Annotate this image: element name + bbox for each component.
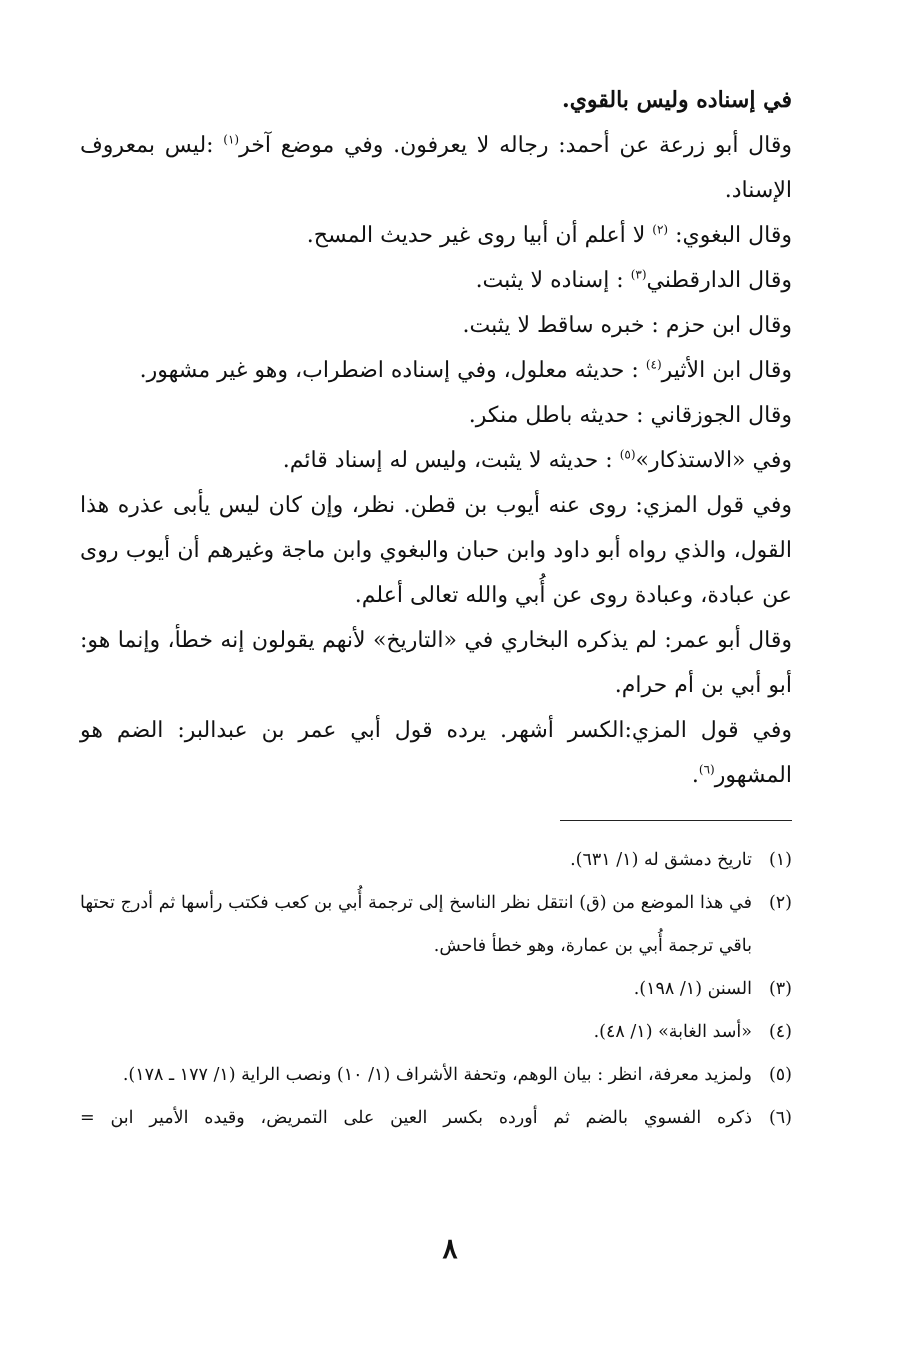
paragraph-8-text-b: : حديثه لا يثبت، وليس له إسناد قائم. <box>282 448 620 473</box>
footnote-ref-1: (١) <box>223 132 240 147</box>
paragraph-5-text: وقال ابن حزم : خبره ساقط لا يثبت. <box>462 313 792 338</box>
footnotes <box>80 839 792 1140</box>
footnote-text: السنن (١/ ١٩٨). <box>633 979 752 999</box>
paragraph-4 <box>80 258 792 303</box>
footnote-text: في هذا الموضع من (ق) انتقل نظر الناسخ إلى ترجمة أُبي بن كعب فكتب رأسها ثم أدرج تحتها باقي ترجمة أُبي بن عمارة، وهو خطأ فاحش. <box>80 893 752 956</box>
paragraph-9-text: وفي قول المزي: روى عنه أيوب بن قطن. نظر، وإن كان ليس يأبى عذره هذا القول، والذي رواه أبو داود وابن حبان والبغوي وابن ماجة وغيرهم أن أيوب روى عن عبادة، وعبادة روى عن أُبي والله تعالى أعلم. <box>80 493 792 608</box>
footnote-5 <box>80 1054 792 1097</box>
paragraph-9 <box>80 483 792 618</box>
paragraph-1 <box>80 78 792 123</box>
paragraph-3-text-a: وقال البغوي: <box>668 223 792 248</box>
paragraph-7 <box>80 393 792 438</box>
footnote-4 <box>80 1011 792 1054</box>
paragraph-11-text-a: وفي قول المزي:الكسر أشهر. يرده قول أبي عمر بن عبدالبر: الضم هو المشهور <box>80 718 792 788</box>
footnote-ref-5: (٥) <box>619 447 636 462</box>
paragraph-11 <box>80 708 792 798</box>
paragraph-7-text: وقال الجوزقاني : حديثه باطل منكر. <box>468 403 792 428</box>
paragraph-3-text-b: لا أعلم أن أبيا روى غير حديث المسح. <box>306 223 653 248</box>
footnote-ref-2: (٢) <box>652 222 669 237</box>
footnote-6 <box>80 1097 792 1140</box>
paragraph-1-text: في إسناده وليس بالقوي. <box>562 87 792 113</box>
footnote-number: (٣) <box>768 979 792 999</box>
footnote-number: (٥) <box>768 1065 792 1085</box>
footnote-number: (٤) <box>768 1022 792 1042</box>
paragraph-2-text-a: وقال أبو زرعة عن أحمد: رجاله لا يعرفون. وفي موضع آخر <box>239 133 792 158</box>
footnote-number: (٢) <box>768 893 792 913</box>
paragraph-4-text-a: وقال الدارقطني <box>646 268 792 293</box>
page-number: ٨ <box>442 1232 458 1265</box>
paragraph-6 <box>80 348 792 393</box>
footnote-2 <box>80 882 792 968</box>
paragraph-10-text: وقال أبو عمر: لم يذكره البخاري في «التاريخ» لأنهم يقولون إنه خطأ، وإنما هو: أبو أبي بن أم حرام. <box>80 628 793 698</box>
footnote-text: تاريخ دمشق له (١/ ٦٣١). <box>570 850 752 870</box>
main-text <box>80 78 792 798</box>
paragraph-6-text-a: وقال ابن الأثير <box>661 358 792 383</box>
footnote-separator <box>560 820 792 821</box>
paragraph-5 <box>80 303 792 348</box>
paragraph-10 <box>80 618 792 708</box>
footnote-ref-4: (٤) <box>645 357 662 372</box>
footnote-number: (١) <box>768 850 792 870</box>
footnote-3 <box>80 968 792 1011</box>
footnote-number: (٦) <box>768 1108 792 1128</box>
paragraph-6-text-b: : حديثه معلول، وفي إسناده اضطراب، وهو غير مشهور. <box>139 358 646 383</box>
paragraph-11-text-b: . <box>691 763 699 788</box>
footnote-text: «أسد الغابة» (١/ ٤٨). <box>593 1022 752 1042</box>
footnote-ref-3: (٣) <box>630 267 647 282</box>
footnote-ref-6: (٦) <box>698 762 715 777</box>
footnote-text: ولمزيد معرفة، انظر : بيان الوهم، وتحفة الأشراف (١/ ١٠) ونصب الراية (١/ ١٧٧ ـ ١٧٨). <box>122 1065 752 1085</box>
footnote-1 <box>80 839 792 882</box>
paragraph-4-text-b: : إسناده لا يثبت. <box>475 268 631 293</box>
paragraph-2 <box>80 123 792 213</box>
paragraph-8 <box>80 438 792 483</box>
page-content <box>80 78 792 1140</box>
paragraph-8-text-a: وفي «الاستذكار» <box>635 448 792 473</box>
paragraph-2-text-b: :ليس بمعروف الإسناد. <box>80 133 792 203</box>
paragraph-3 <box>80 213 792 258</box>
footnote-text: ذكره الفسوي بالضم ثم أورده بكسر العين على التمريض، وقيده الأمير ابن = <box>80 1108 752 1128</box>
